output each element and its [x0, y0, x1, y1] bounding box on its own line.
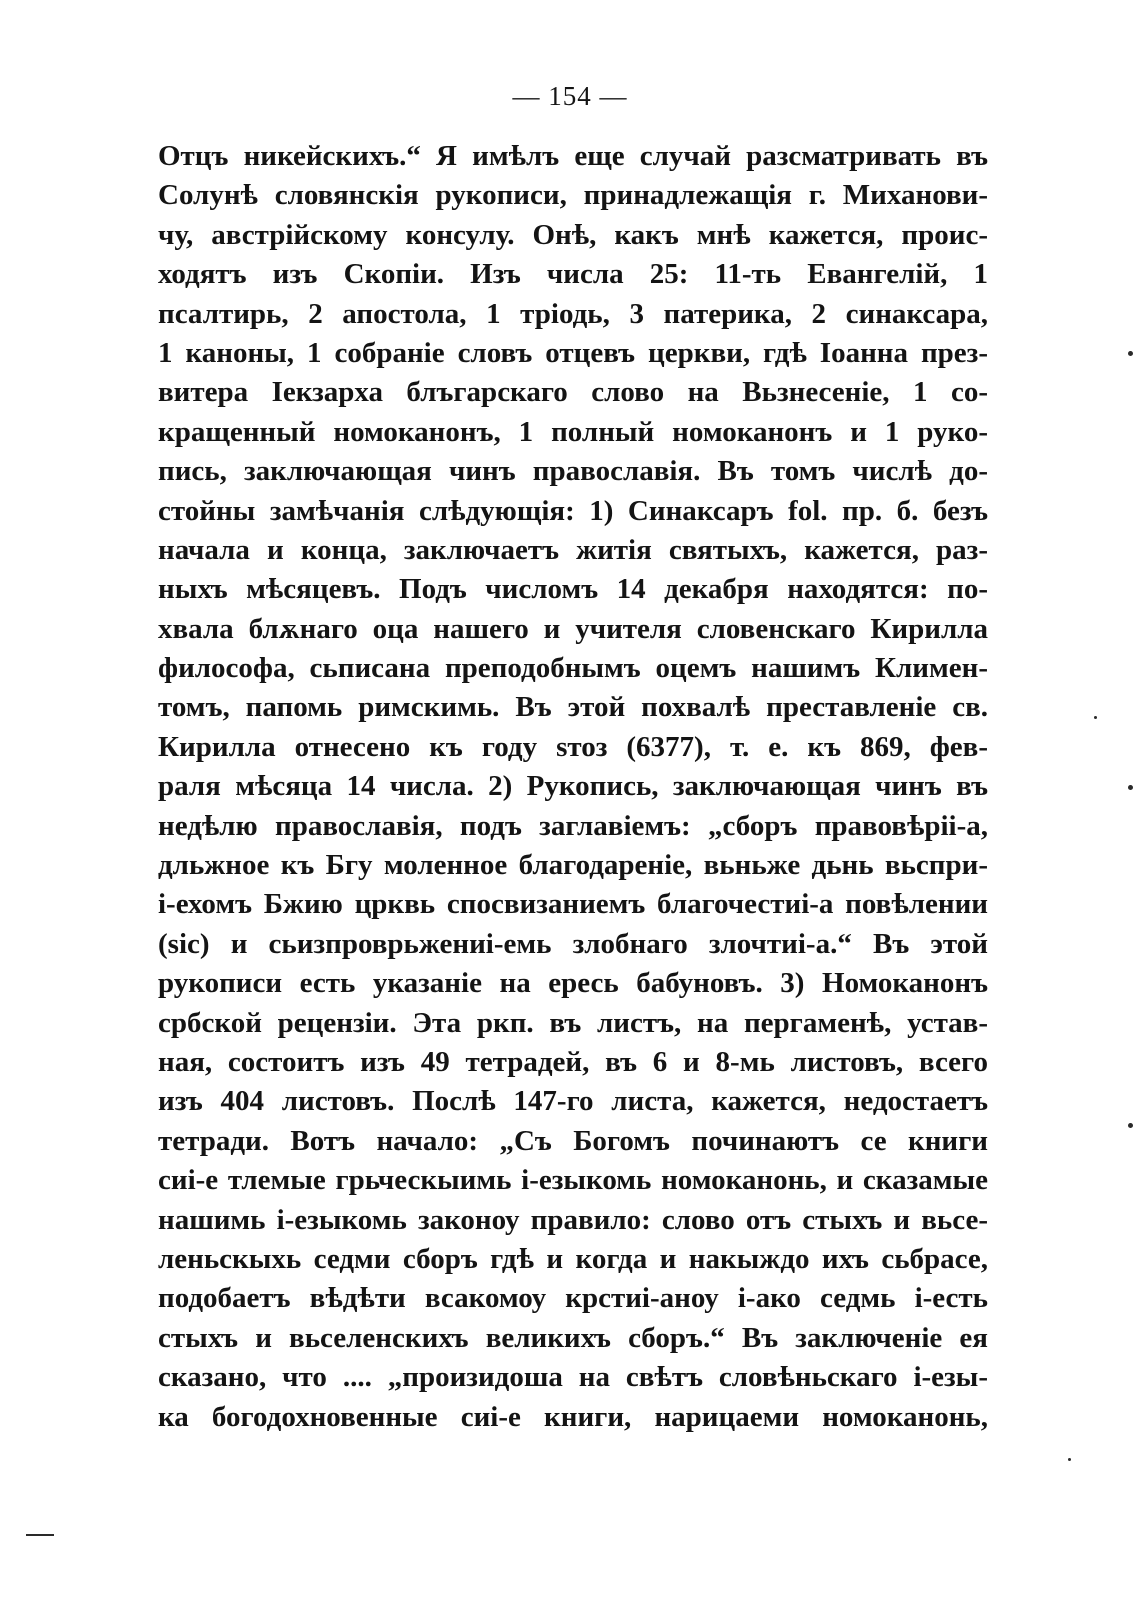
margin-speck: [1094, 716, 1097, 719]
text-line: стойны замѣчанія слѣдующія: 1) Синаксаръ fol. пр. б. безъ: [158, 494, 988, 527]
text-line: сиі-е тлемые грьческыимь і-езыкомь номоканонь, и сказамые: [158, 1164, 988, 1197]
text-line: тетради. Вотъ начало: „Съ Богомъ починаютъ се книги: [158, 1124, 988, 1157]
text-line: пись, заключающая чинъ православія. Въ томъ числѣ до-: [158, 455, 988, 488]
text-line: раля мѣсяца 14 числа. 2) Рукопись, заключающая чинъ въ: [158, 770, 988, 803]
text-line: Кирилла отнесено къ году ѕтоз (6377), т. е. къ 869, фев-: [158, 730, 988, 763]
margin-speck: [1128, 1123, 1133, 1128]
text-line: нашимь і-езыкомь законоу правило: слово отъ стыхъ и вьсе-: [158, 1203, 988, 1236]
text-line: кращенный номоканонъ, 1 полный номоканонъ и 1 руко-: [158, 415, 988, 448]
text-line: чу, австрійскому консулу. Онѣ, какъ мнѣ кажется, проис-: [158, 218, 988, 251]
text-line: подобаетъ вѣдѣти всакомоу крстиі-аноу і-ако седмь і-есть: [158, 1282, 988, 1315]
text-line: Отцъ никейскихъ.“ Я имѣлъ еще случай разсматривать въ: [158, 140, 988, 172]
margin-speck: [1068, 1458, 1071, 1461]
text-line: томъ, папомь римскимь. Въ этой похвалѣ преставленіе св.: [158, 691, 988, 724]
page-text-body: [158, 137, 988, 1437]
text-line: леньскыхь седми сборъ гдѣ и когда и накыждо ихъ сьбрасе,: [158, 1242, 988, 1275]
text-line: философа, сьписана преподобнымъ оцемъ нашимъ Климен-: [158, 652, 988, 685]
text-line: 1 каноны, 1 собраніе словъ отцевъ церкви, гдѣ Іоанна през-: [158, 336, 988, 369]
text-line: ныхъ мѣсяцевъ. Подъ числомъ 14 декабря находятся: по-: [158, 573, 988, 606]
text-line: изъ 404 листовъ. Послѣ 147-го листа, кажется, недостаетъ: [158, 1085, 988, 1118]
text-line: ная, состоитъ изъ 49 тетрадей, въ 6 и 8-мь листовъ, всего: [158, 1045, 988, 1078]
text-line: витера Іекзарха блъгарскаго слово на Вьзнесеніе, 1 со-: [158, 376, 988, 409]
text-line: дльжное къ Бгу моленное благодареніе, вьньже дьнь вьспри-: [158, 849, 988, 882]
page-number-header: — 154 —: [512, 81, 628, 111]
text-line: србской рецензіи. Эта ркп. въ листъ, на пергаменѣ, устав-: [158, 1006, 988, 1039]
margin-dash: [26, 1534, 54, 1536]
text-line: (sic) и сьизпроврьжениі-емь злобнаго злочтиі-а.“ Въ этой: [158, 927, 988, 960]
text-line: недѣлю православія, подъ заглавіемъ: „сборъ правовѣріі-а,: [158, 809, 988, 842]
text-line: хвала блѫнаго оца нашего и учителя словенскаго Кирилла: [158, 612, 988, 645]
text-line: ка богодохновенные сиі-е книги, нарицаеми номоканонь,: [158, 1400, 988, 1433]
text-line: рукописи есть указаніе на ересь бабуновъ. 3) Номоканонъ: [158, 967, 988, 1000]
text-line: ходятъ изъ Скопіи. Изъ числа 25: 11-ть Евангелій, 1: [158, 258, 988, 291]
text-line: Солунѣ словянскія рукописи, принадлежащія г. Миханови-: [158, 179, 988, 212]
margin-speck: [1128, 785, 1133, 790]
margin-speck: [1128, 351, 1133, 356]
text-line: і-ехомъ Бжию црквь спосвизаниемъ благочестиі-а повѣлении: [158, 888, 988, 921]
text-line: сказано, что .... „произидоша на свѣтъ словѣньскаго і-езы-: [158, 1361, 988, 1394]
text-line: стыхъ и вьселенскихъ великихъ сборъ.“ Въ заключеніе ея: [158, 1321, 988, 1354]
text-line: псалтирь, 2 апостола, 1 тріодь, 3 патерика, 2 синаксара,: [158, 297, 988, 330]
text-line: начала и конца, заключаетъ житія святыхъ, кажется, раз-: [158, 533, 988, 566]
